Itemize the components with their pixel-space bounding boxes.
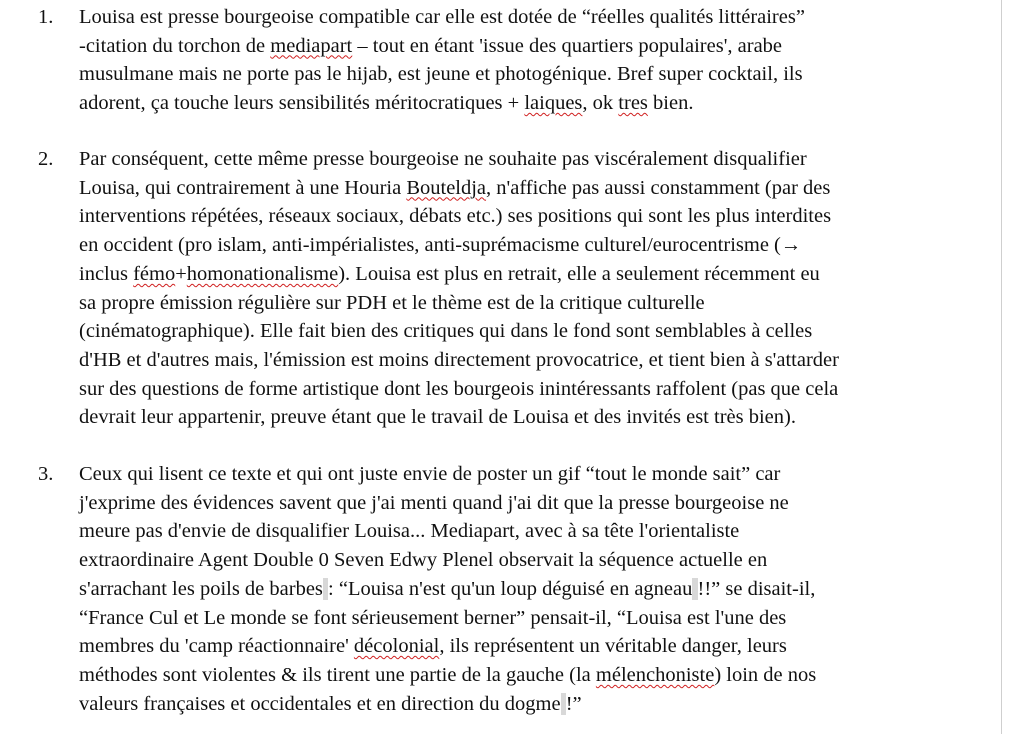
spellcheck-word[interactable]: tres bbox=[618, 92, 648, 115]
spellcheck-word[interactable]: décolonial bbox=[353, 635, 440, 658]
text-line: membres du 'camp réactionnaire' décolonial, ils représentent un véritable danger, leurs bbox=[79, 635, 787, 658]
spellcheck-word[interactable]: mediapart bbox=[270, 34, 353, 57]
page-margin-line bbox=[1001, 0, 1002, 734]
spellcheck-word[interactable]: fémo bbox=[133, 262, 176, 285]
text-line: s'arrachant les poils de barbes : “Louisa n'est qu'un loup déguisé en agneau !!” se disait-il, bbox=[79, 577, 816, 600]
text-line: sur des questions de forme artistique dont les bourgeois inintéressants raffolent (pas que cela bbox=[79, 377, 839, 400]
text-line: devrait leur appartenir, preuve étant que le travail de Louisa et des invités est très bien). bbox=[79, 406, 796, 429]
text-line: Par conséquent, cette même presse bourgeoise ne souhaite pas viscéralement disqualifier bbox=[79, 148, 807, 170]
text-line: inclus fémo+homonationalisme). Louisa est plus en retrait, elle a seulement récemment eu bbox=[79, 262, 820, 285]
text-line: en occident (pro islam, anti-impérialistes, anti-suprémacisme culturel/eurocentrisme (→ bbox=[79, 234, 802, 257]
text-line: meure pas d'envie de disqualifier Louisa... Mediapart, avec à sa tête l'orientaliste bbox=[79, 520, 740, 543]
list-number: 1. bbox=[38, 6, 54, 28]
list-number: 2. bbox=[38, 148, 54, 170]
text-line: adorent, ça touche leurs sensibilités méritocratiques + laiques, ok tres bien. bbox=[79, 92, 694, 115]
spellcheck-word[interactable]: Bouteldja bbox=[406, 176, 487, 199]
text-line: (cinématographique). Elle fait bien des critiques qui dans le fond sont semblables à celles bbox=[79, 320, 813, 343]
text-line: sa propre émission régulière sur PDH et le thème est de la critique culturelle bbox=[79, 291, 705, 314]
text-line: Ceux qui lisent ce texte et qui ont juste envie de poster un gif “tout le monde sait” car bbox=[79, 463, 781, 485]
text-line: Louisa est presse bourgeoise compatible car elle est dotée de “réelles qualités littéraires” bbox=[79, 6, 805, 28]
text-line: valeurs françaises et occidentales et en direction du dogme !” bbox=[79, 692, 582, 715]
spellcheck-word[interactable]: laiques bbox=[524, 92, 583, 115]
text-line: -citation du torchon de mediapart – tout en étant 'issue des quartiers populaires', arabe bbox=[79, 34, 783, 57]
text-line: d'HB et d'autres mais, l'émission est moins directement provocatrice, et tient bien à s'attarder bbox=[79, 348, 839, 371]
text-line: Louisa, qui contrairement à une Houria Bouteldja, n'affiche pas aussi constamment (par des bbox=[79, 176, 831, 199]
spellcheck-word[interactable]: mélenchoniste bbox=[595, 663, 715, 686]
text-line: interventions répétées, réseaux sociaux, débats etc.) ses positions qui sont les plus interdites bbox=[79, 205, 832, 228]
text-line: musulmane mais ne porte pas le hijab, est jeune et photogénique. Bref super cocktail, ils bbox=[79, 63, 803, 86]
text-line: extraordinaire Agent Double 0 Seven Edwy Plenel observait la séquence actuelle en bbox=[79, 549, 768, 572]
spellcheck-word[interactable]: homonationalisme bbox=[186, 262, 339, 285]
list-number: 3. bbox=[38, 463, 54, 485]
text-line: j'exprime des évidences savent que j'ai menti quand j'ai dit que la presse bourgeoise ne bbox=[79, 491, 789, 514]
text-line: “France Cul et Le monde se font sérieusement berner” pensait-il, “Louisa est l'une des bbox=[79, 606, 787, 629]
text-line: méthodes sont violentes & ils tirent une partie de la gauche (la mélenchoniste) loin de nos bbox=[79, 663, 817, 686]
